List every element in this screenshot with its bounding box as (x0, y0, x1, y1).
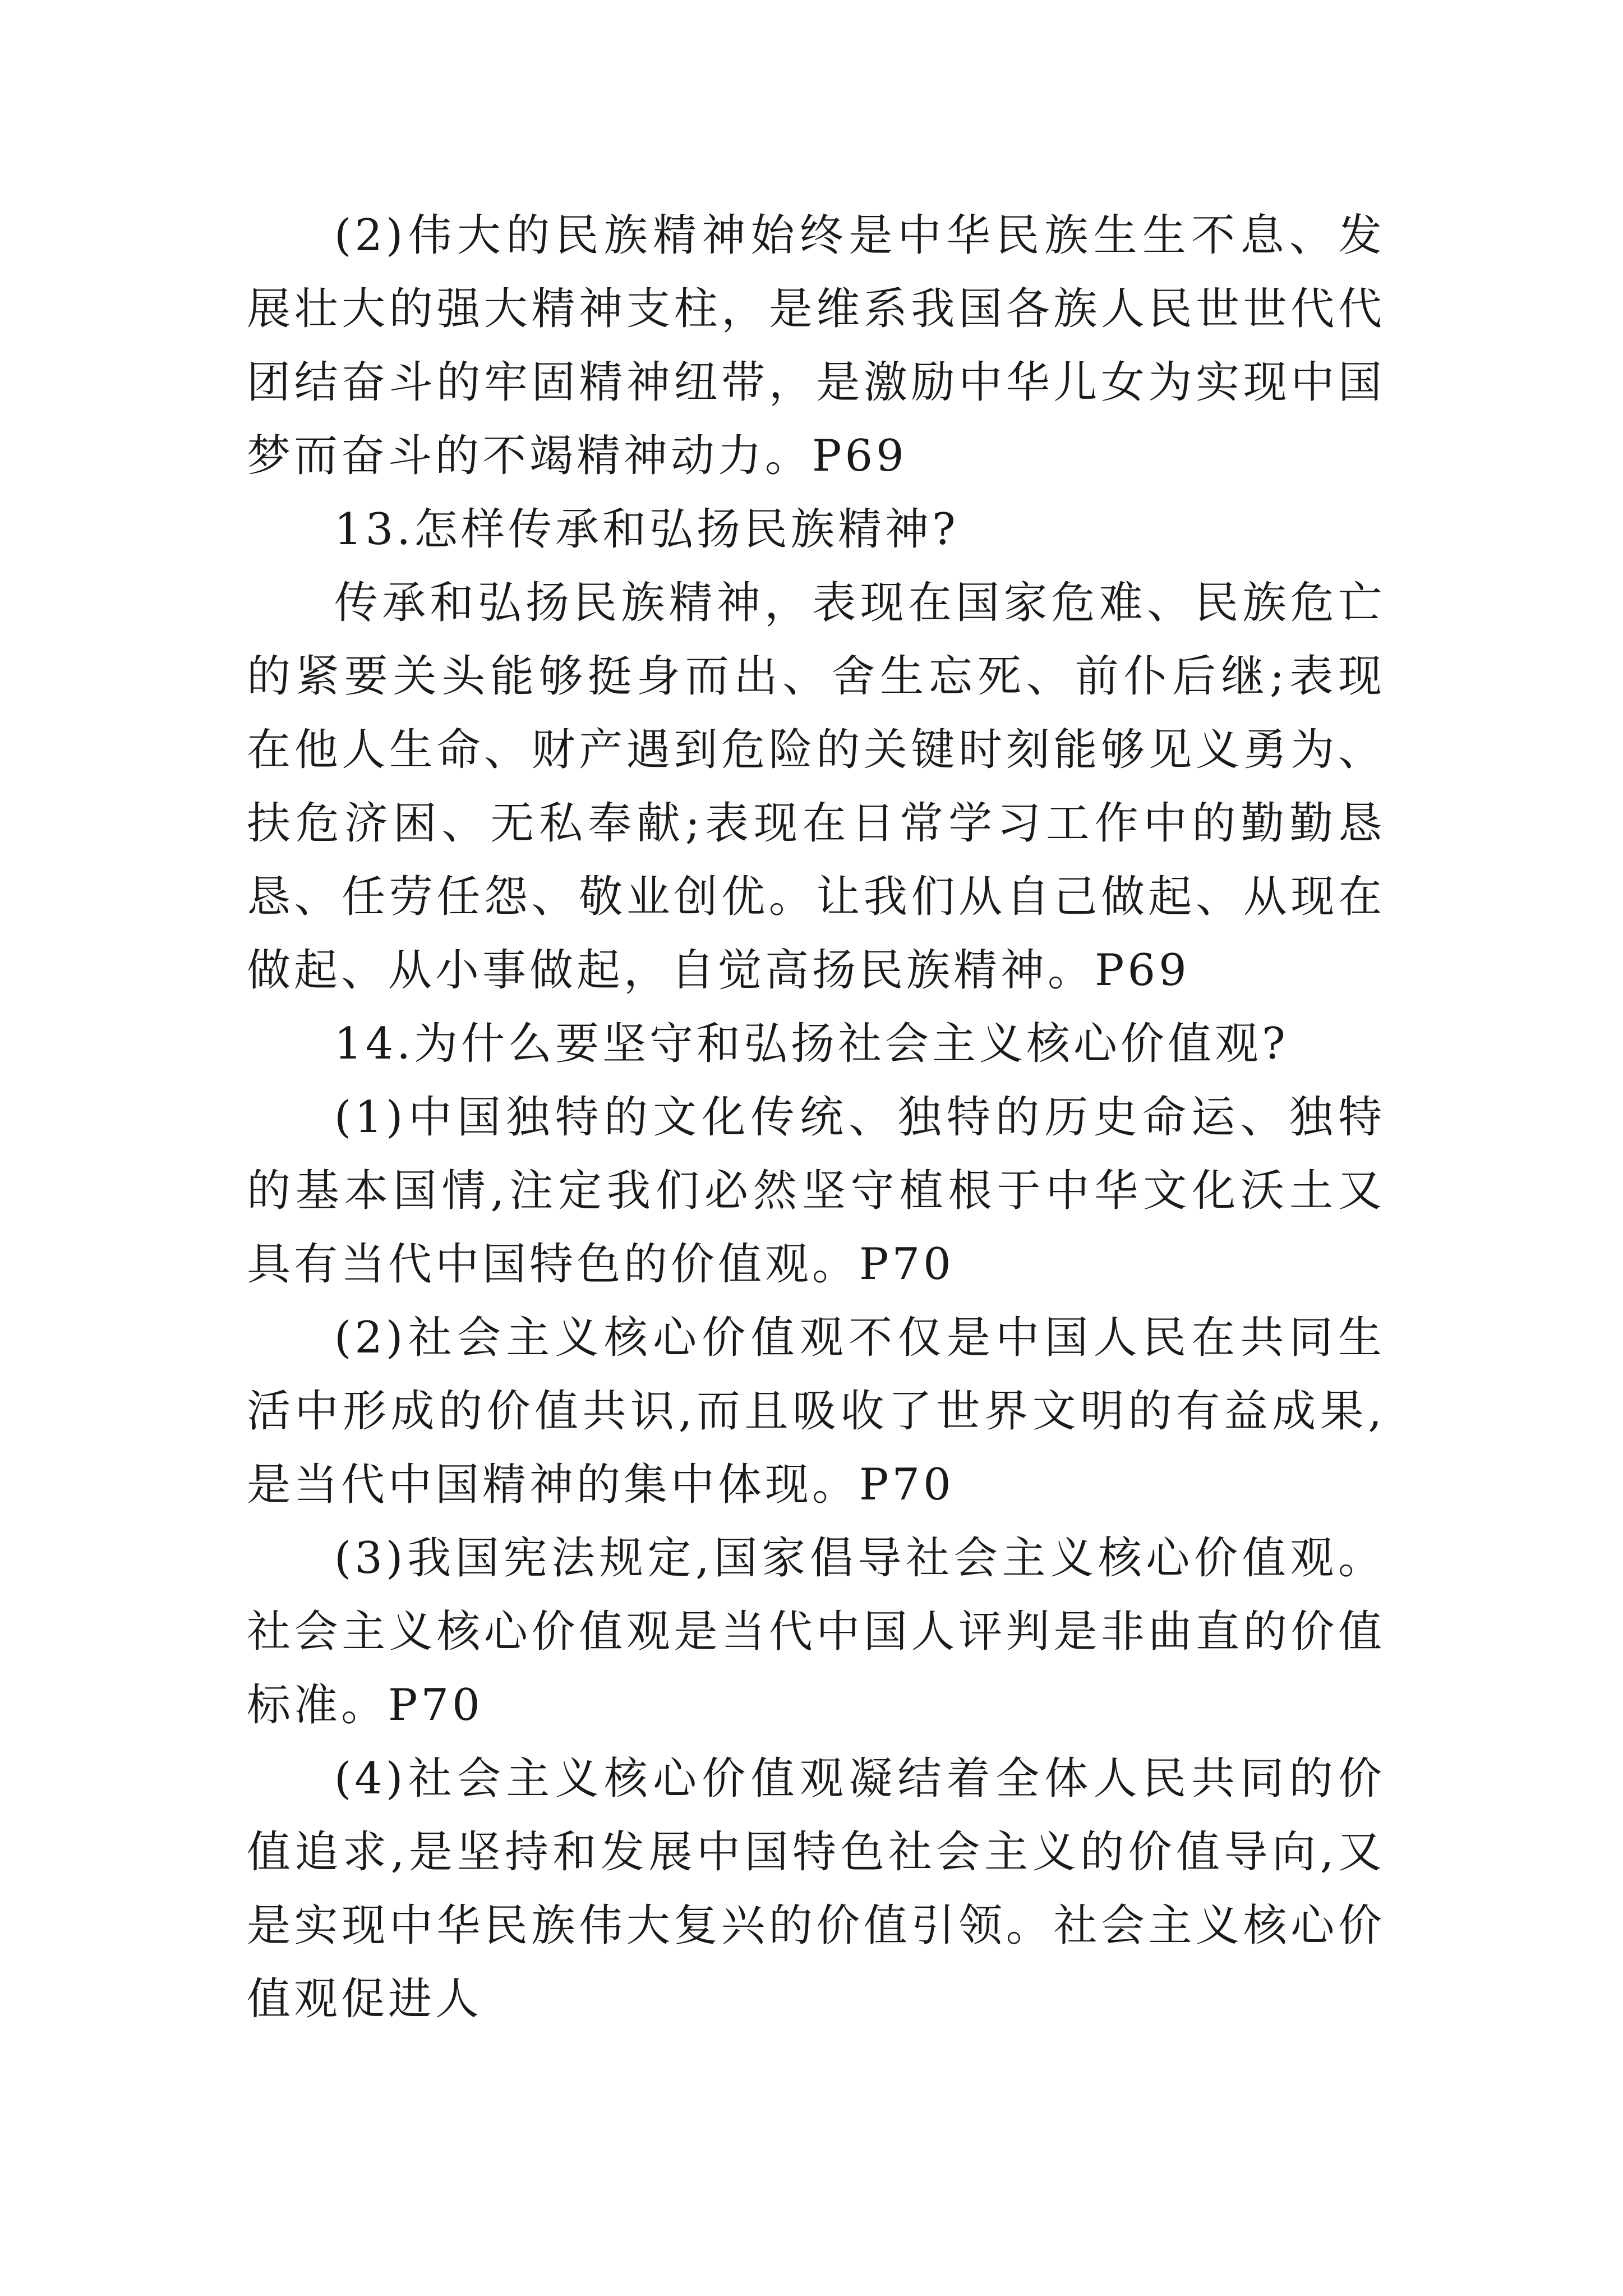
paragraph-point-3: (3)我国宪法规定,国家倡导社会主义核心价值观。社会主义核心价值观是当代中国人评判是非曲直的价值标准。P70 (247, 1533, 1385, 1731)
paragraph-point-4: (4)社会主义核心价值观凝结着全体人民共同的价值追求,是坚持和发展中国特色社会主义的价值导向,又是实现中华民族伟大复兴的价值引领。社会主义核心价值观促进人 (247, 1754, 1385, 2024)
question-14-heading: 14.为什么要坚守和弘扬社会主义核心价值观? (334, 1019, 1289, 1069)
paragraph-point-1: (1)中国独特的文化传统、独特的历史命运、独特的基本国情,注定我们必然坚守植根于中华文化沃土又具有当代中国特色的价值观。P70 (247, 1092, 1385, 1290)
question-13-heading: 13.怎样传承和弘扬民族精神? (334, 504, 959, 555)
paragraph-inherit-national-spirit: 传承和弘扬民族精神，表现在国家危难、民族危亡的紧要关头能够挺身而出、舍生忘死、前仆后继;表现在他人生命、财产遇到危险的关键时刻能够见义勇为、扶危济困、无私奉献;表现在日常学习工作中的勤勤恳恳、任劳任怨、敬业创优。让我们从自己做起、从现在做起、从小事做起，自觉高扬民族精神。P69 (247, 578, 1385, 996)
document-body (247, 199, 1385, 2036)
paragraph-national-spirit-pillar: (2)伟大的民族精神始终是中华民族生生不息、发展壮大的强大精神支柱，是维系我国各族人民世世代代团结奋斗的牢固精神纽带，是激励中华儿女为实现中国梦而奋斗的不竭精神动力。P69 (247, 210, 1385, 481)
paragraph-point-2: (2)社会主义核心价值观不仅是中国人民在共同生活中形成的价值共识,而且吸收了世界文明的有益成果,是当代中国精神的集中体现。P70 (247, 1313, 1385, 1510)
